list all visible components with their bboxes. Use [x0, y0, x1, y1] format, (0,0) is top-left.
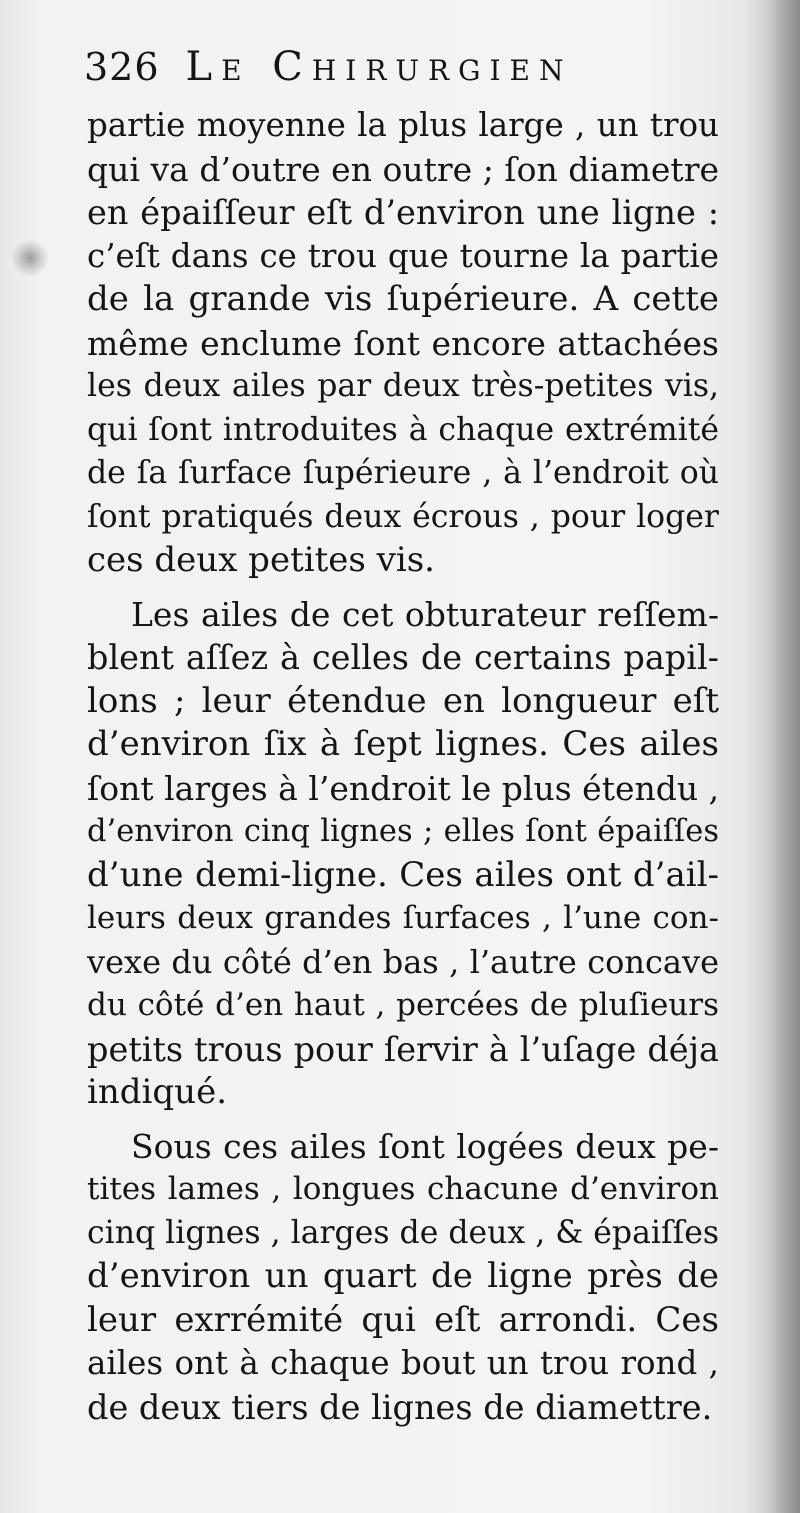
text-line: tites lames , longues chacune d’environ: [87, 1171, 719, 1207]
text-line: de la grande vis ſupérieure. A cette: [87, 279, 719, 319]
page-number: 326: [84, 45, 160, 89]
paragraph-3: [87, 1125, 719, 1430]
ink-stain: [12, 240, 48, 276]
text-line: indiqué.: [87, 1072, 228, 1112]
text-line: d’une demi-ligne. Ces ailes ont d’ail-: [87, 854, 719, 895]
text-line: ces deux petites vis.: [87, 540, 435, 580]
text-line: de ſa ſurface ſupérieure , à l’endroit où: [87, 455, 719, 491]
text-line: qui ſont introduites à chaque extrémité: [87, 411, 719, 448]
running-head: Le Chirurgien: [185, 44, 573, 90]
text-line: lons ; leur étendue en longueur eſt: [87, 680, 719, 721]
text-line: Sous ces ailes ſont logées deux pe-: [131, 1126, 719, 1166]
text-line: ſont larges à l’endroit le plus étendu ,: [87, 768, 720, 808]
text-line: qui va d’outre en outre ; ſon diametre: [87, 149, 719, 189]
page-header: [84, 44, 734, 104]
text-line: d’environ ſix à ſept lignes. Ces ailes: [87, 724, 719, 764]
text-line: blent aſſez à celles de certains papil-: [87, 638, 719, 677]
text-line: de deux tiers de lignes de diamettre.: [87, 1387, 713, 1427]
text-line: petits trous pour ſervir à l’uſage déja: [87, 1029, 719, 1069]
text-line: leur exrrémité qui eſt arrondi. Ces: [87, 1299, 719, 1340]
paragraph-1: [87, 104, 719, 583]
text-line: c’eſt dans ce trou que tourne la partie: [87, 236, 719, 275]
text-line: en épaiſſeur eſt d’environ une ligne :: [87, 193, 719, 232]
text-line: cinq lignes , larges de deux , & épaiſſes: [87, 1214, 720, 1251]
text-line: Les ailes de cet obturateur reſſem-: [131, 594, 719, 634]
text-line: d’environ un quart de ligne près de: [87, 1256, 719, 1296]
paragraph-2: [87, 593, 719, 1115]
text-line: ailes ont à chaque bout un trou rond ,: [87, 1344, 719, 1382]
text-line: leurs deux grandes ſurfaces , l’une con-: [87, 900, 719, 936]
text-line: du côté d’en haut , percées de pluſieurs: [87, 987, 719, 1023]
text-line: même enclume ſont encore attachées: [87, 323, 719, 363]
text-line: partie moyenne la plus large , un trou: [87, 106, 719, 144]
text-line: vexe du côté d’en bas , l’autre concave: [87, 942, 719, 981]
text-line: ſont pratiqués deux écrous , pour loger: [87, 498, 719, 535]
text-line: d’environ cinq lignes ; elles ſont épaiſſes: [87, 814, 719, 849]
body-text: [87, 104, 719, 1429]
text-line: les deux ailes par deux très-petites vis,: [87, 368, 719, 404]
